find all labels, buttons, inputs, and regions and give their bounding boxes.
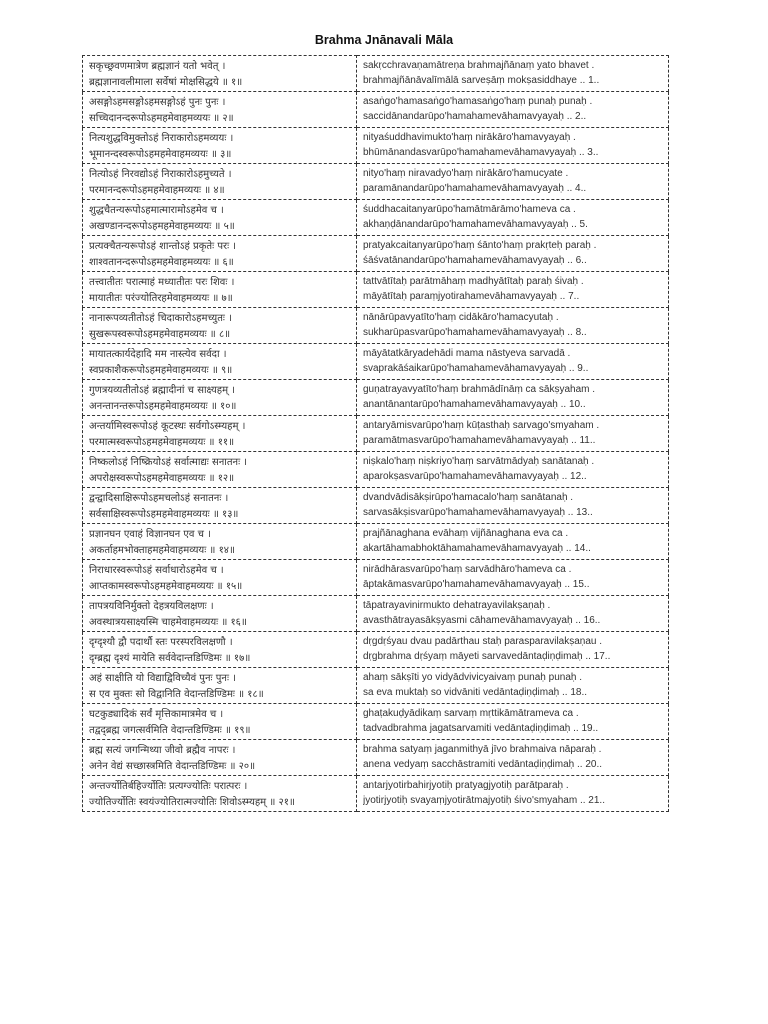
- transliteration-line: ahaṃ sākṣīti yo vidyādvivicyaivaṃ punaḥ punaḥ .: [363, 672, 583, 683]
- transliteration-line: antaryāmisvarūpo'haṃ kūṭasthaḥ sarvago'smyaham .: [363, 420, 600, 431]
- sanskrit-line: स्वप्रकाशैकरूपोऽहमहमेवाहमव्ययः ॥ ९॥: [89, 365, 233, 376]
- verse-table: [82, 55, 669, 812]
- verse-row: [83, 56, 669, 92]
- sanskrit-line: अखण्डानन्दरूपोऽहमहमेवाहमव्ययः ॥ ५॥: [89, 221, 235, 232]
- sanskrit-line: अपरोक्षस्वरूपोऽहमहमेवाहमव्ययः ॥ १२॥: [89, 473, 235, 484]
- sanskrit-line: शाश्वतानन्दरूपोऽहमहमेवाहमव्ययः ॥ ६॥: [89, 257, 234, 268]
- transliteration-cell: [357, 416, 669, 452]
- transliteration-cell: [357, 740, 669, 776]
- transliteration-line: antarjyotirbahirjyotiḥ pratyagjyotiḥ parātparaḥ .: [363, 780, 569, 791]
- sanskrit-line: परमात्मस्वरूपोऽहमहमेवाहमव्ययः ॥ ११॥: [89, 437, 235, 448]
- sanskrit-cell: [83, 128, 357, 164]
- sanskrit-cell: [83, 92, 357, 128]
- sanskrit-cell: [83, 380, 357, 416]
- sanskrit-line: अवस्थात्रयसाक्ष्यस्मि चाहमेवाहमव्ययः ॥ १६॥: [89, 617, 247, 628]
- transliteration-line: bhūmānandasvarūpo'hamahamevāhamavyayaḥ .. 3..: [363, 146, 599, 158]
- transliteration-line: prajñānaghana evāhaṃ vijñānaghana eva ca .: [363, 528, 569, 539]
- sanskrit-cell: [83, 272, 357, 308]
- transliteration-line: dṛgbrahma dṛśyaṃ māyeti sarvavedāntaḍiṇḍimaḥ .. 17..: [363, 650, 611, 662]
- sanskrit-line: भूमानन्दस्वरूपोऽहमहमेवाहमव्ययः ॥ ३॥: [89, 149, 232, 160]
- transliteration-line: nirādhārasvarūpo'haṃ sarvādhāro'hameva ca .: [363, 564, 572, 575]
- sanskrit-line: अन्तर्यामिस्वरूपोऽहं कूटस्थः सर्वगोऽस्म्यहम् ।: [89, 421, 246, 432]
- sanskrit-line: नानारूपव्यतीतोऽहं चिदाकारोऽहमच्युतः ।: [89, 313, 232, 324]
- verse-row: [83, 416, 669, 452]
- sanskrit-line: सच्चिदानन्दरूपोऽहमहमेवाहमव्ययः ॥ २॥: [89, 113, 234, 124]
- sanskrit-line: निष्कलोऽहं निष्क्रियोऽहं सर्वात्माद्यः सनातनः ।: [89, 457, 248, 468]
- transliteration-cell: [357, 200, 669, 236]
- sanskrit-line: प्रत्यक्चैतन्यरूपोऽहं शान्तोऽहं प्रकृतेः परः ।: [89, 241, 237, 252]
- verse-row: [83, 632, 669, 668]
- transliteration-line: jyotirjyotiḥ svayaṃjyotirātmajyotiḥ śivo'smyaham .. 21..: [363, 794, 605, 806]
- sanskrit-line: नित्यशुद्धविमुक्तोऽहं निराकारोऽहमव्ययः ।: [89, 133, 234, 144]
- transliteration-line: dvandvādisākṣirūpo'hamacalo'haṃ sanātanaḥ .: [363, 492, 574, 503]
- transliteration-line: tāpatrayavinirmukto dehatrayavilakṣaṇaḥ .: [363, 600, 551, 611]
- transliteration-line: brahma satyaṃ jaganmithyā jīvo brahmaiva nāparaḥ .: [363, 744, 602, 755]
- verse-row: [83, 488, 669, 524]
- transliteration-line: anantānantarūpo'hamahamevāhamavyayaḥ .. 10..: [363, 398, 586, 410]
- sanskrit-line: गुणत्रयव्यतीतोऽहं ब्रह्मादीनां च साक्ष्यहम् ।: [89, 385, 236, 396]
- transliteration-line: nityaśuddhavimukto'haṃ nirākāro'hamavyayaḥ .: [363, 132, 576, 143]
- sanskrit-line: असङ्गोऽहमसङ्गोऽहमसङ्गोऽहं पुनः पुनः ।: [89, 97, 226, 108]
- transliteration-cell: [357, 272, 669, 308]
- transliteration-cell: [357, 92, 669, 128]
- sanskrit-cell: [83, 704, 357, 740]
- verse-table-body: [83, 56, 669, 812]
- transliteration-cell: [357, 596, 669, 632]
- verse-row: [83, 560, 669, 596]
- verse-row: [83, 704, 669, 740]
- sanskrit-line: मायातीतः परंज्योतिरहमेवाहमव्ययः ॥ ७॥: [89, 293, 233, 304]
- transliteration-line: avasthātrayasākṣyasmi cāhamevāhamavyayaḥ .. 16..: [363, 614, 601, 626]
- transliteration-line: śuddhacaitanyarūpo'hamātmārāmo'hameva ca .: [363, 204, 576, 215]
- sanskrit-line: घटकुड्यादिकं सर्वं मृत्तिकामात्रमेव च ।: [89, 709, 224, 720]
- transliteration-cell: [357, 128, 669, 164]
- verse-row: [83, 308, 669, 344]
- transliteration-cell: [357, 524, 669, 560]
- transliteration-line: brahmajñānāvalīmālā sarveṣāṃ mokṣasiddhaye .. 1..: [363, 74, 600, 86]
- sanskrit-line: अकर्ताहमभोक्ताहमहमेवाहमव्ययः ॥ १४॥: [89, 545, 235, 556]
- sanskrit-cell: [83, 416, 357, 452]
- sanskrit-line: सर्वसाक्षिस्वरूपोऽहमहमेवाहमव्ययः ॥ १३॥: [89, 509, 239, 520]
- sanskrit-line: ब्रह्म सत्यं जगन्मिथ्या जीवो ब्रह्मैव नापरः ।: [89, 745, 236, 756]
- transliteration-line: tattvātītaḥ parātmāhaṃ madhyātītaḥ paraḥ śivaḥ .: [363, 276, 584, 287]
- transliteration-line: sa eva muktaḥ so vidvāniti vedāntaḍiṇḍimaḥ .. 18..: [363, 686, 588, 698]
- sanskrit-cell: [83, 596, 357, 632]
- transliteration-cell: [357, 776, 669, 812]
- transliteration-line: śāśvatānandarūpo'hamahamevāhamavyayaḥ .. 6..: [363, 254, 587, 266]
- verse-row: [83, 740, 669, 776]
- verse-row: [83, 380, 669, 416]
- sanskrit-line: दृग्ब्रह्म दृश्यं मायेति सर्ववेदान्तडिण्डिमः ॥ १७॥: [89, 653, 251, 664]
- transliteration-line: māyātītaḥ paraṃjyotirahamevāhamavyayaḥ .. 7..: [363, 290, 580, 302]
- transliteration-line: paramānandarūpo'hamahamevāhamavyayaḥ .. 4..: [363, 182, 587, 194]
- transliteration-cell: [357, 560, 669, 596]
- transliteration-cell: [357, 164, 669, 200]
- transliteration-line: saccidānandarūpo'hamahamevāhamavyayaḥ .. 2..: [363, 110, 587, 122]
- transliteration-line: paramātmasvarūpo'hamahamevāhamavyayaḥ .. 11..: [363, 434, 596, 446]
- sanskrit-line: प्रज्ञानघन एवाहं विज्ञानघन एव च ।: [89, 529, 211, 540]
- verse-row: [83, 344, 669, 380]
- transliteration-line: anena vedyaṃ sacchāstramiti vedāntaḍiṇḍimaḥ .. 20..: [363, 758, 603, 770]
- transliteration-cell: [357, 668, 669, 704]
- verse-row: [83, 200, 669, 236]
- transliteration-line: āptakāmasvarūpo'hamahamevāhamavyayaḥ .. 15..: [363, 578, 590, 590]
- sanskrit-cell: [83, 560, 357, 596]
- sanskrit-cell: [83, 164, 357, 200]
- sanskrit-line: नित्योऽहं निरवद्योऽहं निराकारोऽहमुच्यते ।: [89, 169, 232, 180]
- page-title: Brahma Jnānavali Māla: [314, 33, 454, 47]
- sanskrit-cell: [83, 236, 357, 272]
- sanskrit-line: परमानन्दरूपोऽहमहमेवाहमव्ययः ॥ ४॥: [89, 185, 225, 196]
- sanskrit-line: ज्योतिर्ज्योतिः स्वयंज्योतिरात्मज्योतिः शिवोऽस्म्यहम् ॥ २१॥: [89, 797, 295, 808]
- sanskrit-line: तापत्रयविनिर्मुक्तो देहत्रयविलक्षणः ।: [89, 601, 214, 612]
- verse-row: [83, 452, 669, 488]
- transliteration-line: aparokṣasvarūpo'hamahamevāhamavyayaḥ .. 12..: [363, 470, 587, 482]
- sanskrit-line: दृग्दृश्यौ द्वौ पदार्थौ स्तः परस्परविलक्षणौ ।: [89, 637, 233, 648]
- transliteration-line: sarvasākṣisvarūpo'hamahamevāhamavyayaḥ .. 13..: [363, 506, 593, 518]
- sanskrit-line: अनेन वेद्यं सच्छास्त्रमिति वेदान्तडिण्डिमः ॥ २०॥: [89, 761, 256, 772]
- sanskrit-line: अहं साक्षीति यो विद्याद्विविच्यैवं पुनः पुनः ।: [89, 673, 236, 684]
- transliteration-line: ghaṭakuḍyādikaṃ sarvaṃ mṛttikāmātrameva ca .: [363, 708, 579, 719]
- sanskrit-line: द्वन्द्वादिसाक्षिरूपोऽहमचलोऽहं सनातनः ।: [89, 493, 229, 504]
- sanskrit-line: ब्रह्मज्ञानावलीमाला सर्वेषां मोक्षसिद्धये ॥ १॥: [89, 77, 243, 88]
- transliteration-cell: [357, 344, 669, 380]
- transliteration-cell: [357, 452, 669, 488]
- sanskrit-cell: [83, 524, 357, 560]
- sanskrit-line: तद्वद्ब्रह्म जगत्सर्वमिति वेदान्तडिण्डिमः ॥ १९॥: [89, 725, 251, 736]
- transliteration-line: svaprakāśaikarūpo'hamahamevāhamavyayaḥ .. 9..: [363, 362, 589, 374]
- sanskrit-line: शुद्धचैतन्यरूपोऽहमात्मारामोऽहमेव च ।: [89, 205, 224, 216]
- transliteration-line: asaṅgo'hamasaṅgo'hamasaṅgo'haṃ punaḥ punaḥ .: [363, 96, 593, 107]
- transliteration-line: nānārūpavyatīto'haṃ cidākāro'hamacyutaḥ .: [363, 312, 559, 323]
- transliteration-line: akhaṇḍānandarūpo'hamahamevāhamavyayaḥ .. 5.: [363, 218, 588, 230]
- sanskrit-cell: [83, 200, 357, 236]
- verse-row: [83, 596, 669, 632]
- sanskrit-line: मायातत्कार्यदेहादि मम नास्त्येव सर्वदा ।: [89, 349, 227, 360]
- transliteration-line: sakṛcchravaṇamātreṇa brahmajñānaṃ yato bhavet .: [363, 60, 595, 71]
- transliteration-line: dṛgdṛśyau dvau padārthau staḥ parasparavilakṣaṇau .: [363, 636, 603, 647]
- transliteration-line: māyātatkāryadehādi mama nāstyeva sarvadā .: [363, 348, 571, 359]
- transliteration-cell: [357, 56, 669, 92]
- transliteration-line: sukharūpasvarūpo'hamahamevāhamavyayaḥ .. 8..: [363, 326, 587, 338]
- transliteration-cell: [357, 236, 669, 272]
- sanskrit-line: अन्तर्ज्योतिर्बहिर्ज्योतिः प्रत्यग्ज्योतिः परात्परः ।: [89, 781, 248, 792]
- verse-row: [83, 164, 669, 200]
- verse-row: [83, 236, 669, 272]
- transliteration-cell: [357, 632, 669, 668]
- verse-row: [83, 92, 669, 128]
- sanskrit-line: सकृच्छ्रवणमात्रेण ब्रह्मज्ञानं यतो भवेत् ।: [89, 61, 226, 72]
- sanskrit-line: सुखरूपस्वरूपोऽहमहमेवाहमव्ययः ॥ ८॥: [89, 329, 231, 340]
- sanskrit-line: अनन्तानन्तरूपोऽहमहमेवाहमव्ययः ॥ १०॥: [89, 401, 237, 412]
- verse-row: [83, 272, 669, 308]
- sanskrit-cell: [83, 344, 357, 380]
- sanskrit-line: स एव मुक्तः सो विद्वानिति वेदान्तडिण्डिमः ॥ १८॥: [89, 689, 264, 700]
- transliteration-line: niṣkalo'haṃ niṣkriyo'haṃ sarvātmādyaḥ sanātanaḥ .: [363, 456, 595, 467]
- sanskrit-line: आप्तकामस्वरूपोऽहमहमेवाहमव्ययः ॥ १५॥: [89, 581, 243, 592]
- sanskrit-line: निराधारस्वरूपोऽहं सर्वाधारोऽहमेव च ।: [89, 565, 224, 576]
- transliteration-line: tadvadbrahma jagatsarvamiti vedāntaḍiṇḍimaḥ .. 19..: [363, 722, 599, 734]
- sanskrit-cell: [83, 740, 357, 776]
- sanskrit-cell: [83, 488, 357, 524]
- verse-row: [83, 128, 669, 164]
- transliteration-line: nityo'haṃ niravadyo'haṃ nirākāro'hamucyate .: [363, 168, 569, 179]
- transliteration-line: pratyakcaitanyarūpo'haṃ śānto'haṃ prakṛteḥ paraḥ .: [363, 240, 597, 251]
- verse-row: [83, 776, 669, 812]
- verse-row: [83, 524, 669, 560]
- sanskrit-cell: [83, 668, 357, 704]
- sanskrit-line: तत्त्वातीतः परात्माहं मध्यातीतः परः शिवः ।: [89, 277, 235, 288]
- transliteration-line: guṇatrayavyatīto'haṃ brahmādīnāṃ ca sākṣyaham .: [363, 384, 596, 395]
- transliteration-cell: [357, 704, 669, 740]
- transliteration-cell: [357, 308, 669, 344]
- transliteration-line: akartāhamabhoktāhamahamevāhamavyayaḥ .. 14..: [363, 542, 591, 554]
- transliteration-cell: [357, 488, 669, 524]
- sanskrit-cell: [83, 308, 357, 344]
- verse-row: [83, 668, 669, 704]
- sanskrit-cell: [83, 632, 357, 668]
- sanskrit-cell: [83, 56, 357, 92]
- sanskrit-cell: [83, 452, 357, 488]
- transliteration-cell: [357, 380, 669, 416]
- sanskrit-cell: [83, 776, 357, 812]
